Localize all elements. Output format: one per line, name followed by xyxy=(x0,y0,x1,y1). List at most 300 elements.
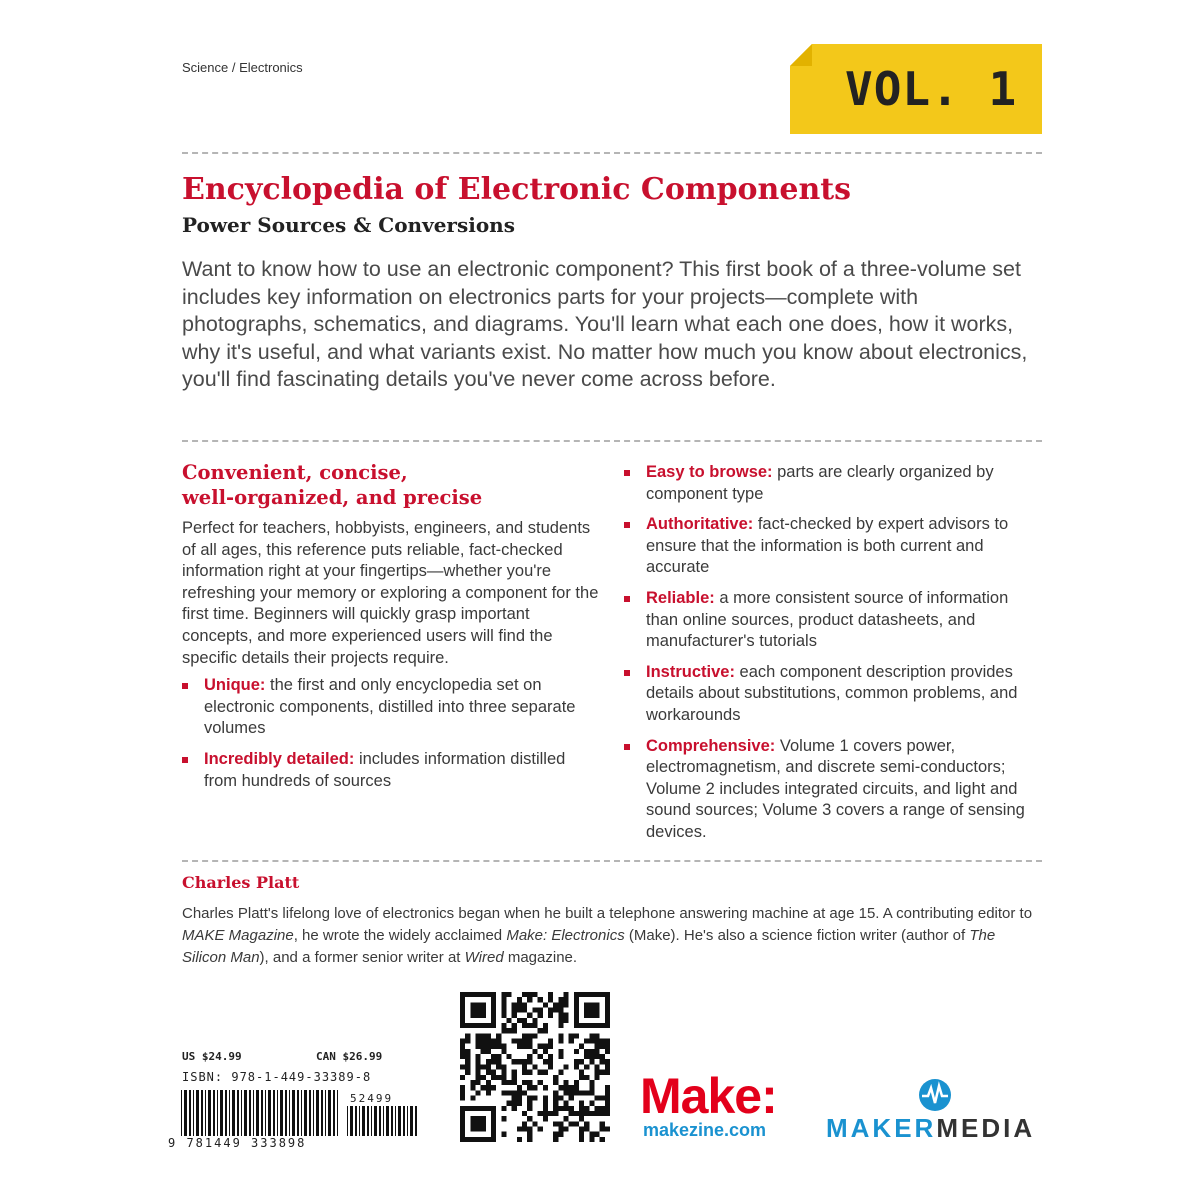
qr-module xyxy=(594,1132,599,1137)
bullet-text: fact-checked by expert advisors to ensure that the information is both current and accurate xyxy=(646,515,1009,577)
qr-module xyxy=(553,1095,558,1100)
qr-module xyxy=(605,1095,610,1100)
qr-module xyxy=(476,1116,481,1121)
qr-module xyxy=(486,1044,491,1049)
bullet-lead: Instructive: xyxy=(646,662,735,681)
qr-module xyxy=(589,1111,594,1116)
qr-module xyxy=(470,1137,475,1142)
qr-module xyxy=(476,1023,481,1028)
qr-module xyxy=(460,1023,465,1028)
qr-module xyxy=(507,1018,512,1023)
qr-module xyxy=(486,1059,491,1064)
qr-module xyxy=(512,1028,517,1033)
bio-text: ), and a former senior writer at xyxy=(259,949,465,966)
qr-module xyxy=(460,1054,465,1059)
qr-module xyxy=(589,1002,594,1007)
qr-module xyxy=(563,1106,568,1111)
qr-module xyxy=(481,1044,486,1049)
qr-module xyxy=(491,1059,496,1064)
qr-module xyxy=(491,1002,496,1007)
bullet-lead: Unique: xyxy=(204,676,266,695)
barcode-bar xyxy=(205,1090,206,1136)
qr-module xyxy=(517,1002,522,1007)
qr-module xyxy=(512,1095,517,1100)
barcode-bar xyxy=(261,1090,263,1136)
qr-module xyxy=(476,1126,481,1131)
qr-module xyxy=(491,1111,496,1116)
qr-module xyxy=(605,1008,610,1013)
qr-module xyxy=(584,1111,589,1116)
qr-module xyxy=(496,1044,501,1049)
qr-module xyxy=(491,1106,496,1111)
barcode-bar xyxy=(386,1106,389,1136)
qr-module xyxy=(476,1106,481,1111)
qr-module xyxy=(579,1044,584,1049)
qr-module xyxy=(569,1106,574,1111)
qr-module xyxy=(543,1116,548,1121)
bullet-lead: Reliable: xyxy=(646,588,715,607)
qr-module xyxy=(476,1080,481,1085)
qr-module xyxy=(563,1126,568,1131)
qr-module xyxy=(507,1101,512,1106)
qr-module xyxy=(532,1095,537,1100)
barcode-bar xyxy=(333,1090,335,1136)
qr-module xyxy=(460,1095,465,1100)
barcode-bar xyxy=(316,1090,319,1136)
qr-module xyxy=(501,1044,506,1049)
qr-module xyxy=(476,1121,481,1126)
bullet-lead: Comprehensive: xyxy=(646,736,776,755)
qr-module xyxy=(527,1059,532,1064)
qr-module xyxy=(476,1054,481,1059)
qr-module xyxy=(491,1023,496,1028)
qr-module xyxy=(460,1121,465,1126)
barcode-bar xyxy=(285,1090,287,1136)
qr-module xyxy=(507,992,512,997)
qr-module xyxy=(600,1023,605,1028)
qr-module xyxy=(460,997,465,1002)
barcode-bar xyxy=(374,1106,377,1136)
qr-module xyxy=(558,1033,563,1038)
qr-module xyxy=(465,1064,470,1069)
qr-module xyxy=(527,1132,532,1137)
qr-module xyxy=(558,1008,563,1013)
qr-module xyxy=(460,1132,465,1137)
qr-module xyxy=(594,1075,599,1080)
qr-module xyxy=(491,1085,496,1090)
qr-module xyxy=(481,1085,486,1090)
qr-module xyxy=(589,1033,594,1038)
qr-module xyxy=(543,1106,548,1111)
qr-module xyxy=(558,1018,563,1023)
qr-module xyxy=(522,1008,527,1013)
qr-module xyxy=(543,1085,548,1090)
bullet-item xyxy=(624,514,1044,579)
qr-module xyxy=(558,1013,563,1018)
barcode-bar xyxy=(415,1106,417,1136)
qr-module xyxy=(538,1044,543,1049)
qr-module xyxy=(553,1101,558,1106)
qr-module xyxy=(527,1137,532,1142)
qr-module xyxy=(563,997,568,1002)
features-heading-line1: Convenient, concise, xyxy=(182,461,408,484)
qr-module xyxy=(589,1090,594,1095)
qr-module xyxy=(538,1054,543,1059)
qr-module xyxy=(579,1111,584,1116)
qr-module xyxy=(532,1085,537,1090)
qr-module xyxy=(538,997,543,1002)
barcode-bar xyxy=(325,1090,326,1136)
bio-book-title: Make: Electronics xyxy=(506,927,625,944)
qr-module xyxy=(527,1080,532,1085)
qr-module xyxy=(507,1090,512,1095)
qr-module xyxy=(496,1033,501,1038)
us-price: US $24.99 xyxy=(182,1050,242,1063)
qr-module xyxy=(584,1064,589,1069)
author-bio xyxy=(182,903,1042,969)
qr-module xyxy=(491,997,496,1002)
qr-module xyxy=(538,1080,543,1085)
qr-module xyxy=(512,1090,517,1095)
bullet-square-icon xyxy=(624,596,630,602)
qr-module xyxy=(460,1085,465,1090)
qr-module xyxy=(605,1106,610,1111)
qr-module xyxy=(558,1054,563,1059)
qr-module xyxy=(589,1101,594,1106)
qr-module xyxy=(532,1018,537,1023)
maker-media-logo xyxy=(826,1113,1035,1144)
qr-module xyxy=(553,1075,558,1080)
qr-module xyxy=(594,1013,599,1018)
barcode-bar xyxy=(337,1090,338,1136)
qr-module xyxy=(481,1121,486,1126)
qr-module xyxy=(563,1080,568,1085)
qr-module xyxy=(486,1023,491,1028)
qr-module xyxy=(543,1095,548,1100)
qr-module xyxy=(522,1023,527,1028)
qr-module xyxy=(522,1070,527,1075)
qr-module xyxy=(574,1111,579,1116)
qr-module xyxy=(460,1116,465,1121)
qr-module xyxy=(569,1121,574,1126)
qr-module xyxy=(476,1137,481,1142)
qr-module xyxy=(527,1033,532,1038)
media-label: MEDIA xyxy=(936,1113,1036,1143)
qr-module xyxy=(600,1106,605,1111)
qr-module xyxy=(460,1111,465,1116)
qr-module xyxy=(594,1039,599,1044)
qr-module xyxy=(512,1013,517,1018)
qr-module xyxy=(465,1070,470,1075)
qr-module xyxy=(527,1023,532,1028)
qr-module xyxy=(522,1033,527,1038)
barcode-bar xyxy=(193,1090,194,1136)
barcode-bar xyxy=(292,1090,295,1136)
qr-module xyxy=(460,1137,465,1142)
qr-module xyxy=(558,1085,563,1090)
features-left-column xyxy=(182,460,602,801)
qr-module xyxy=(465,1039,470,1044)
barcode-bar xyxy=(347,1106,348,1136)
qr-module xyxy=(491,1137,496,1142)
qr-module xyxy=(512,1101,517,1106)
qr-module xyxy=(512,1008,517,1013)
qr-module xyxy=(501,1028,506,1033)
qr-module xyxy=(600,992,605,997)
qr-module xyxy=(486,1085,491,1090)
qr-module xyxy=(605,997,610,1002)
qr-module xyxy=(605,1111,610,1116)
qr-module xyxy=(460,1106,465,1111)
barcode-digits: 9 781449 333898 xyxy=(168,1136,307,1150)
qr-module xyxy=(481,1116,486,1121)
intro-paragraph: Want to know how to use an electronic component? This first book of a three-volume set includes key information on electronics parts for your projects—complete with photographs, schematics, and diagrams. You'll learn what each one does, how it works, why it's useful, and what variants exist. No matter how much you know about electronics, you'll find fascinating details you've never come across before. xyxy=(182,257,1028,391)
qr-module xyxy=(605,1023,610,1028)
qr-module xyxy=(548,1013,553,1018)
barcode-bar xyxy=(355,1106,357,1136)
qr-module xyxy=(532,992,537,997)
qr-module xyxy=(584,1023,589,1028)
qr-module xyxy=(548,1044,553,1049)
barcode-bar xyxy=(391,1106,393,1136)
qr-module xyxy=(594,1008,599,1013)
bullet-text: parts are clearly organized by component type xyxy=(646,463,994,503)
qr-module xyxy=(522,1111,527,1116)
qr-module xyxy=(532,1008,537,1013)
qr-module xyxy=(486,992,491,997)
qr-module xyxy=(476,992,481,997)
qr-module xyxy=(594,1002,599,1007)
qr-module xyxy=(579,1059,584,1064)
qr-module xyxy=(460,1044,465,1049)
qr-module xyxy=(538,1070,543,1075)
qr-module xyxy=(532,1023,537,1028)
qr-module xyxy=(574,1121,579,1126)
qr-module xyxy=(558,1039,563,1044)
qr-module xyxy=(501,1008,506,1013)
bio-text: Charles Platt's lifelong love of electronics began when he built a telephone answering machine at age 15. A contributing editor to xyxy=(182,905,1033,922)
qr-module xyxy=(543,1049,548,1054)
qr-module xyxy=(605,1101,610,1106)
divider-top xyxy=(182,152,1042,154)
qr-module xyxy=(538,1126,543,1131)
qr-module xyxy=(563,1101,568,1106)
qr-module xyxy=(584,1121,589,1126)
bullet-item xyxy=(624,462,1044,505)
qr-module xyxy=(501,1106,506,1111)
qr-module xyxy=(522,1059,527,1064)
qr-module xyxy=(460,1039,465,1044)
qr-module xyxy=(574,1008,579,1013)
qr-module xyxy=(517,1126,522,1131)
qr-module xyxy=(563,1018,568,1023)
qr-module xyxy=(605,1059,610,1064)
qr-module xyxy=(476,1039,481,1044)
qr-module xyxy=(553,1002,558,1007)
qr-module xyxy=(605,1002,610,1007)
qr-module xyxy=(532,1121,537,1126)
qr-module xyxy=(522,1039,527,1044)
qr-module xyxy=(600,1059,605,1064)
left-bullet-list xyxy=(182,675,602,792)
qr-module xyxy=(548,1039,553,1044)
qr-module xyxy=(574,1002,579,1007)
qr-module xyxy=(460,1126,465,1131)
features-heading xyxy=(182,460,602,510)
qr-module xyxy=(594,1033,599,1038)
qr-module xyxy=(470,1095,475,1100)
features-right-column xyxy=(624,462,1044,853)
qr-module xyxy=(491,992,496,997)
qr-module xyxy=(558,1095,563,1100)
qr-module xyxy=(460,1018,465,1023)
qr-module xyxy=(558,1121,563,1126)
qr-module xyxy=(574,1033,579,1038)
qr-module xyxy=(584,1049,589,1054)
qr-module xyxy=(496,1054,501,1059)
qr-module xyxy=(486,1033,491,1038)
bullet-item xyxy=(624,736,1044,844)
qr-module xyxy=(527,1126,532,1131)
qr-module xyxy=(563,1085,568,1090)
qr-module xyxy=(605,1070,610,1075)
qr-module xyxy=(579,1090,584,1095)
qr-module xyxy=(460,1075,465,1080)
qr-module xyxy=(563,1002,568,1007)
qr-module xyxy=(481,1106,486,1111)
qr-module xyxy=(517,1137,522,1142)
category-label: Science / Electronics xyxy=(182,60,303,75)
barcode-bar xyxy=(229,1090,230,1136)
qr-module xyxy=(558,1106,563,1111)
barcode-bar xyxy=(398,1106,401,1136)
qr-module xyxy=(579,1101,584,1106)
qr-module xyxy=(522,1090,527,1095)
qr-module xyxy=(501,1116,506,1121)
maker-media-icon xyxy=(918,1078,952,1112)
qr-module xyxy=(501,1080,506,1085)
qr-module xyxy=(594,992,599,997)
barcode-bar xyxy=(313,1090,314,1136)
qr-module xyxy=(491,1039,496,1044)
qr-module xyxy=(465,1059,470,1064)
qr-module xyxy=(481,1064,486,1069)
qr-module xyxy=(460,1013,465,1018)
qr-module xyxy=(579,1023,584,1028)
isbn-label: ISBN: 978-1-449-33389-8 xyxy=(182,1070,372,1084)
qr-module xyxy=(605,992,610,997)
qr-module xyxy=(574,1090,579,1095)
qr-module xyxy=(605,1013,610,1018)
qr-module xyxy=(558,1126,563,1131)
qr-module xyxy=(476,1059,481,1064)
barcode-bar xyxy=(265,1090,266,1136)
qr-module xyxy=(543,1002,548,1007)
qr-module xyxy=(563,992,568,997)
qr-module xyxy=(470,992,475,997)
qr-module xyxy=(594,1049,599,1054)
barcode-bar xyxy=(371,1106,372,1136)
qr-module xyxy=(517,1059,522,1064)
qr-module xyxy=(538,1111,543,1116)
volume-label: VOL. 1 xyxy=(845,62,1018,116)
qr-module xyxy=(594,1044,599,1049)
qr-module xyxy=(600,1126,605,1131)
qr-module xyxy=(501,1070,506,1075)
qr-module xyxy=(527,992,532,997)
qr-module xyxy=(486,1080,491,1085)
qr-module xyxy=(512,1002,517,1007)
bullet-item xyxy=(624,588,1044,653)
divider-middle xyxy=(182,440,1042,442)
qr-module xyxy=(512,1106,517,1111)
barcode-bar xyxy=(289,1090,290,1136)
qr-module xyxy=(517,997,522,1002)
qr-module xyxy=(486,1090,491,1095)
qr-module xyxy=(553,1121,558,1126)
qr-module xyxy=(501,1049,506,1054)
qr-module xyxy=(460,1002,465,1007)
qr-module xyxy=(553,1137,558,1142)
qr-module xyxy=(481,1137,486,1142)
barcode-bar xyxy=(268,1090,271,1136)
qr-module xyxy=(522,1018,527,1023)
qr-module xyxy=(476,1033,481,1038)
qr-module xyxy=(460,1090,465,1095)
qr-module xyxy=(569,1090,574,1095)
qr-module xyxy=(584,1008,589,1013)
qr-module xyxy=(543,1023,548,1028)
qr-module xyxy=(501,1090,506,1095)
qr-module xyxy=(460,992,465,997)
qr-module xyxy=(563,1013,568,1018)
qr-module xyxy=(584,1075,589,1080)
make-logo: Make: xyxy=(640,1068,777,1124)
qr-module xyxy=(527,1039,532,1044)
qr-module xyxy=(470,1085,475,1090)
features-body: Perfect for teachers, hobbyists, engineers, and students of all ages, this reference puts reliable, fact-checked information right at your fingertips—whether you're refreshing your memory or exploring a component for the first time. Beginners will quickly grasp important concepts, and more experienced users will find the specific details their projects require. xyxy=(182,519,599,667)
bullet-square-icon xyxy=(182,757,188,763)
qr-module xyxy=(579,1075,584,1080)
qr-module xyxy=(481,1039,486,1044)
qr-module xyxy=(594,1064,599,1069)
bio-magazine: MAKE Magazine xyxy=(182,927,294,944)
barcode-bar xyxy=(184,1090,187,1136)
qr-module xyxy=(548,1008,553,1013)
qr-module xyxy=(605,1085,610,1090)
qr-module xyxy=(517,1039,522,1044)
qr-module xyxy=(517,1085,522,1090)
qr-module xyxy=(522,1044,527,1049)
qr-module xyxy=(496,1064,501,1069)
qr-module xyxy=(491,1070,496,1075)
qr-module xyxy=(460,1049,465,1054)
qr-module xyxy=(470,1008,475,1013)
divider-bottom xyxy=(182,860,1042,862)
qr-module xyxy=(481,1008,486,1013)
qr-module xyxy=(548,1059,553,1064)
qr-module xyxy=(538,1008,543,1013)
qr-module xyxy=(558,997,563,1002)
qr-module xyxy=(476,1008,481,1013)
qr-module xyxy=(527,1013,532,1018)
qr-module xyxy=(579,1132,584,1137)
qr-module xyxy=(600,1054,605,1059)
book-subtitle: Power Sources & Conversions xyxy=(182,213,515,237)
qr-module xyxy=(532,1033,537,1038)
qr-module xyxy=(470,1121,475,1126)
bio-novel-title: The Silicon Man xyxy=(182,927,996,966)
